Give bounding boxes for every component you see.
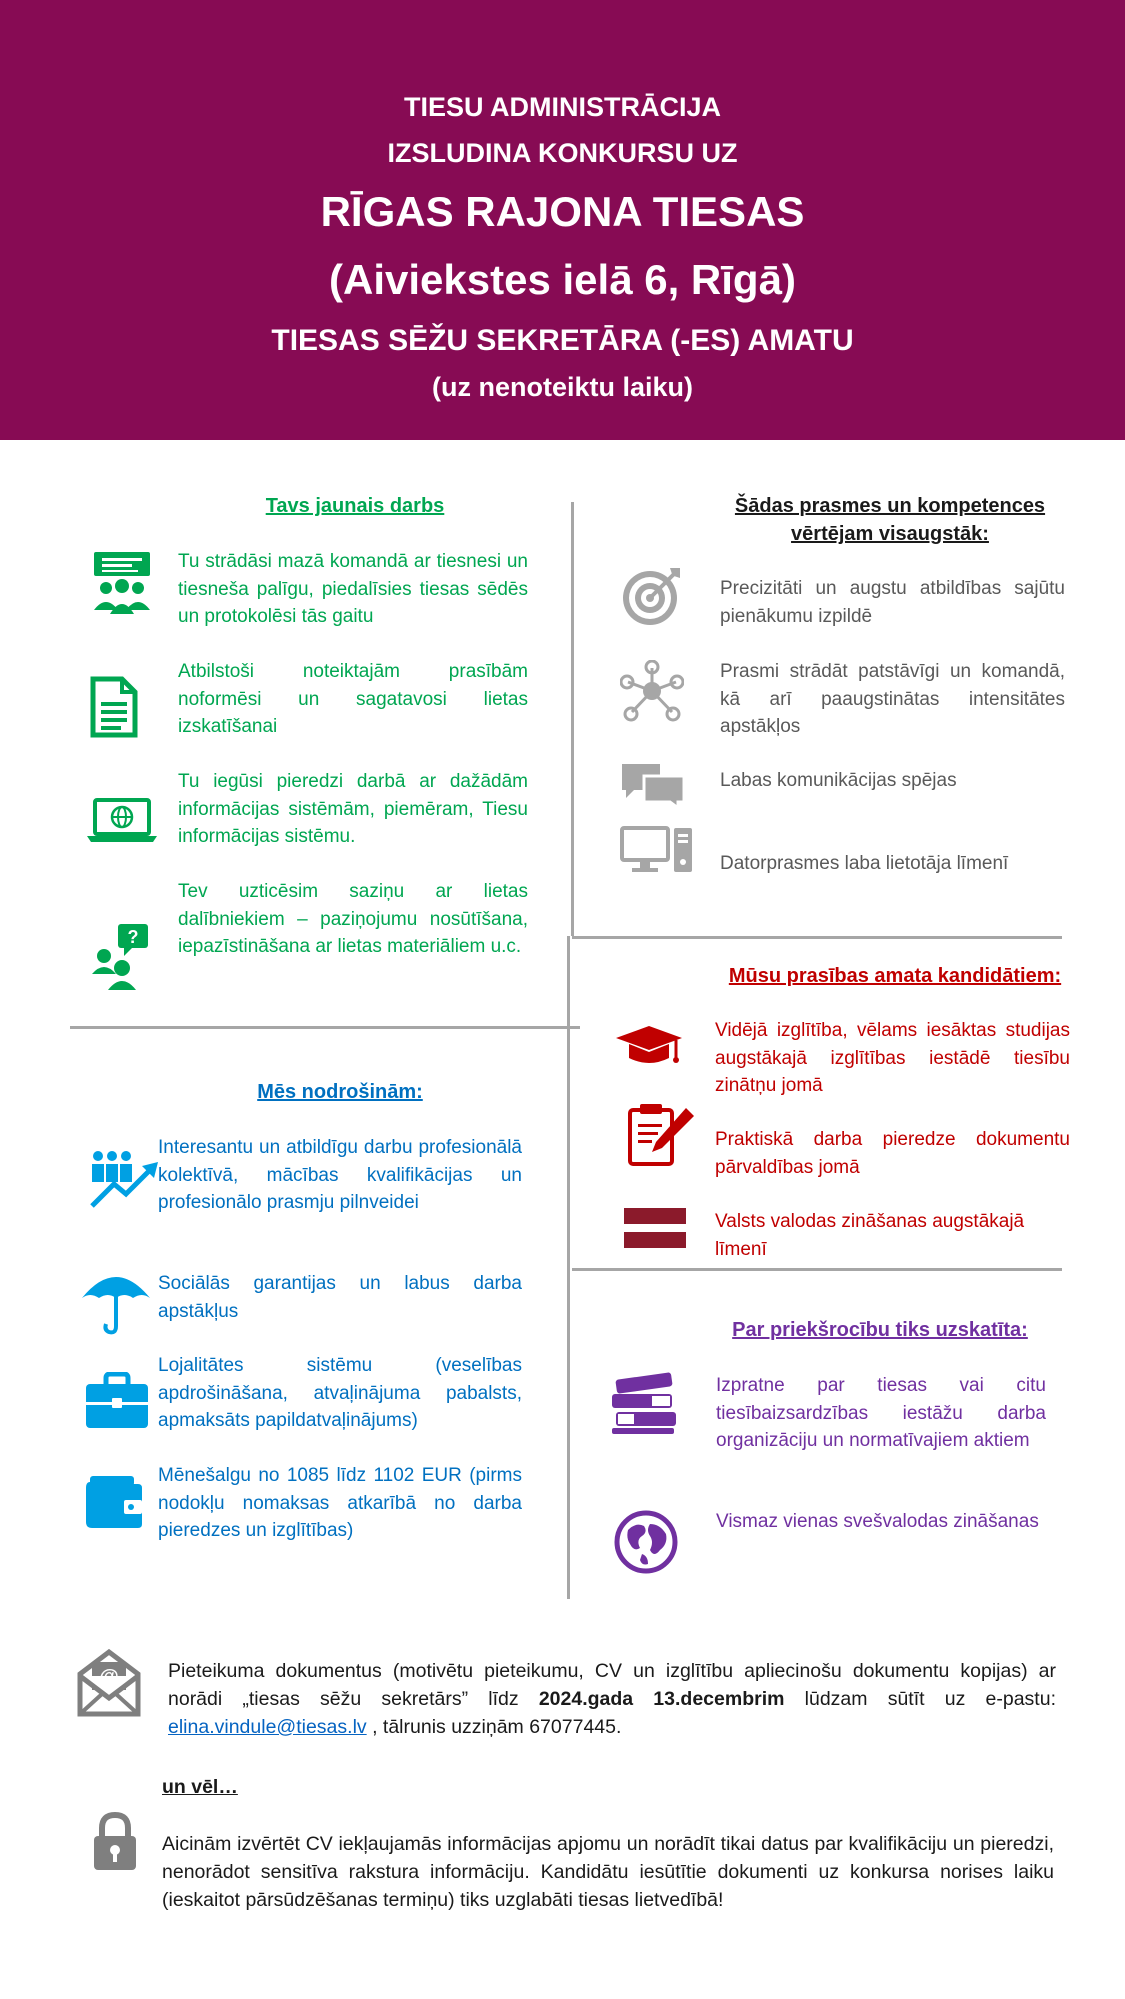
- computer-icon: [620, 826, 694, 874]
- divider-horizontal-left: [70, 1026, 580, 1029]
- skills-title: [700, 492, 1080, 548]
- advantage-item-2: Vismaz vienas svešvalodas zināšanas: [716, 1511, 1039, 1532]
- team-presentation-icon: [90, 552, 154, 618]
- application-email-link[interactable]: elina.vindule@tiesas.lv: [168, 1716, 367, 1738]
- we-provide-item-1: Interesantu un atbildīgu darbu profesionālā kolektīvā, mācības kvalifikācijas un profesionālo prasmju pilnveidei: [158, 1137, 522, 1213]
- new-job-title: Tavs jaunais darbs: [265, 495, 445, 517]
- graduation-cap-icon: [614, 1024, 684, 1068]
- new-job-item-2: Atbilstoši noteiktajām prasībām noformēsi un sagatavosi lietas izskatīšanai: [178, 661, 528, 737]
- requirements-item-1: Vidējā izglītība, vēlams iesāktas studijas augstākajā izglītības iestādē tiesību zinātņu jomā: [715, 1020, 1070, 1096]
- application-deadline: 2024.gada 13.decembrim: [538, 1688, 785, 1710]
- skills-item-4: Datorprasmes laba lietotāja līmenī: [720, 853, 1009, 874]
- header-line-1: TIESU ADMINISTRĀCIJA: [403, 92, 721, 122]
- email-envelope-icon: [76, 1648, 142, 1718]
- divider-horizontal-right-1: [572, 936, 1062, 939]
- skills-item-1: Precizitāti un augstu atbildības sajūtu pienākumu izpildē: [720, 578, 1065, 627]
- we-provide-item-3: Lojalitātes sistēmu (veselības apdrošināšana, atvaļinājuma pabalsts, apmaksāts papildatvaļinājums): [158, 1355, 522, 1431]
- application-text-part-1: Pieteikuma dokumentus (motivētu pieteikumu, CV un izglītību apliecinošu dokumentu kopijas) ar norādi „tiesas sēžu sekretārs” līdz: [168, 1660, 1056, 1710]
- growth-people-icon: [88, 1148, 160, 1210]
- latvian-flag-icon: [624, 1208, 686, 1248]
- requirements-title: Mūsu prasības amata kandidātiem:: [728, 965, 1062, 987]
- briefcase-icon: [84, 1372, 150, 1430]
- document-icon: [90, 676, 138, 738]
- requirements-item-3: Valsts valodas zināšanas augstākajā līmenī: [715, 1211, 1025, 1260]
- new-job-item-1: Tu strādāsi mazā komandā ar tiesnesi un tiesneša palīgu, piedalīsies tiesas sēdēs un protokolēsi tās gaitu: [178, 551, 528, 627]
- skills-title-line-1: Šādas prasmes un kompetences: [734, 495, 1046, 517]
- divider-vertical-lower: [567, 936, 570, 1599]
- divider-vertical-right: [571, 502, 574, 936]
- padlock-icon: [92, 1812, 138, 1872]
- header-term: (uz nenoteiktu laiku): [431, 372, 693, 402]
- more-text: Aicinām izvērtēt CV iekļaujamās informācijas apjomu un norādīt tikai datus par kvalifikāciju un pieredzi, nenorādot sensitīva rakstura informāciju. Kandidātu iesūtītie dokumenti uz konkursa norises laiku (ieskaitot pārsūdzēšanas termiņu) tiks uzglabāti tiesas lietvedībā!: [162, 1833, 1054, 1911]
- skills-title-line-2: vērtējam visaugstāk:: [791, 523, 989, 545]
- people-question-icon: [90, 924, 152, 990]
- books-icon: [610, 1370, 680, 1436]
- new-job-item-3: Tu iegūsi pieredzi darbā ar dažādām informācijas sistēmām, piemēram, Tiesu informācijas sistēmu.: [178, 771, 528, 847]
- requirements-item-2: Praktiskā darba pieredze dokumentu pārvaldības jomā: [715, 1129, 1070, 1178]
- clipboard-pen-icon: [626, 1102, 696, 1168]
- application-text: [168, 1657, 1056, 1741]
- application-text-part-2: lūdzam sūtīt uz e-pastu:: [784, 1688, 1056, 1710]
- chat-bubbles-icon: [620, 762, 686, 808]
- umbrella-icon: [80, 1266, 152, 1336]
- globe-icon: [614, 1510, 678, 1574]
- laptop-globe-icon: [85, 798, 159, 844]
- header-address: (Aiviekstes ielā 6, Rīgā): [329, 256, 796, 303]
- skills-item-2: Prasmi strādāt patstāvīgi un komandā, kā arī paaugstinātas intensitātes apstākļos: [720, 661, 1065, 737]
- we-provide-item-2: Sociālās garantijas un labus darba apstākļus: [158, 1273, 522, 1322]
- svg-text:?: ?: [127, 927, 139, 947]
- header-line-2: IZSLUDINA KONKURSU UZ: [387, 138, 738, 168]
- advantage-item-1: Izpratne par tiesas vai citu tiesībaizsardzības iestāžu darba organizāciju un normatīvajiem aktiem: [716, 1375, 1046, 1451]
- network-icon: [620, 660, 684, 722]
- divider-horizontal-right-2: [572, 1268, 1062, 1271]
- skills-item-3: Labas komunikācijas spējas: [720, 770, 957, 791]
- application-text-part-3: , tālrunis uzziņām 67077445.: [366, 1716, 622, 1738]
- more-title: un vēl…: [162, 1776, 238, 1798]
- advantage-title: Par priekšrocību tiks uzskatīta:: [732, 1319, 1028, 1341]
- target-icon: [620, 564, 684, 628]
- we-provide-item-4: Mēnešalgu no 1085 līdz 1102 EUR (pirms nodokļu nomaksas atkarībā no darba pieredzes un izglītības): [158, 1465, 522, 1541]
- wallet-icon: [84, 1474, 144, 1530]
- new-job-item-4: Tev uzticēsim saziņu ar lietas dalībniekiem – paziņojumu nosūtīšana, iepazīstināšana ar lietas materiāliem u.c.: [178, 881, 528, 957]
- header-position: TIESAS SĒŽU SEKRETĀRA (-ES) AMATU: [271, 324, 854, 357]
- header-court-name: RĪGAS RAJONA TIESAS: [320, 188, 805, 235]
- header-banner: [0, 0, 1125, 440]
- we-provide-title: Mēs nodrošinām:: [257, 1081, 423, 1103]
